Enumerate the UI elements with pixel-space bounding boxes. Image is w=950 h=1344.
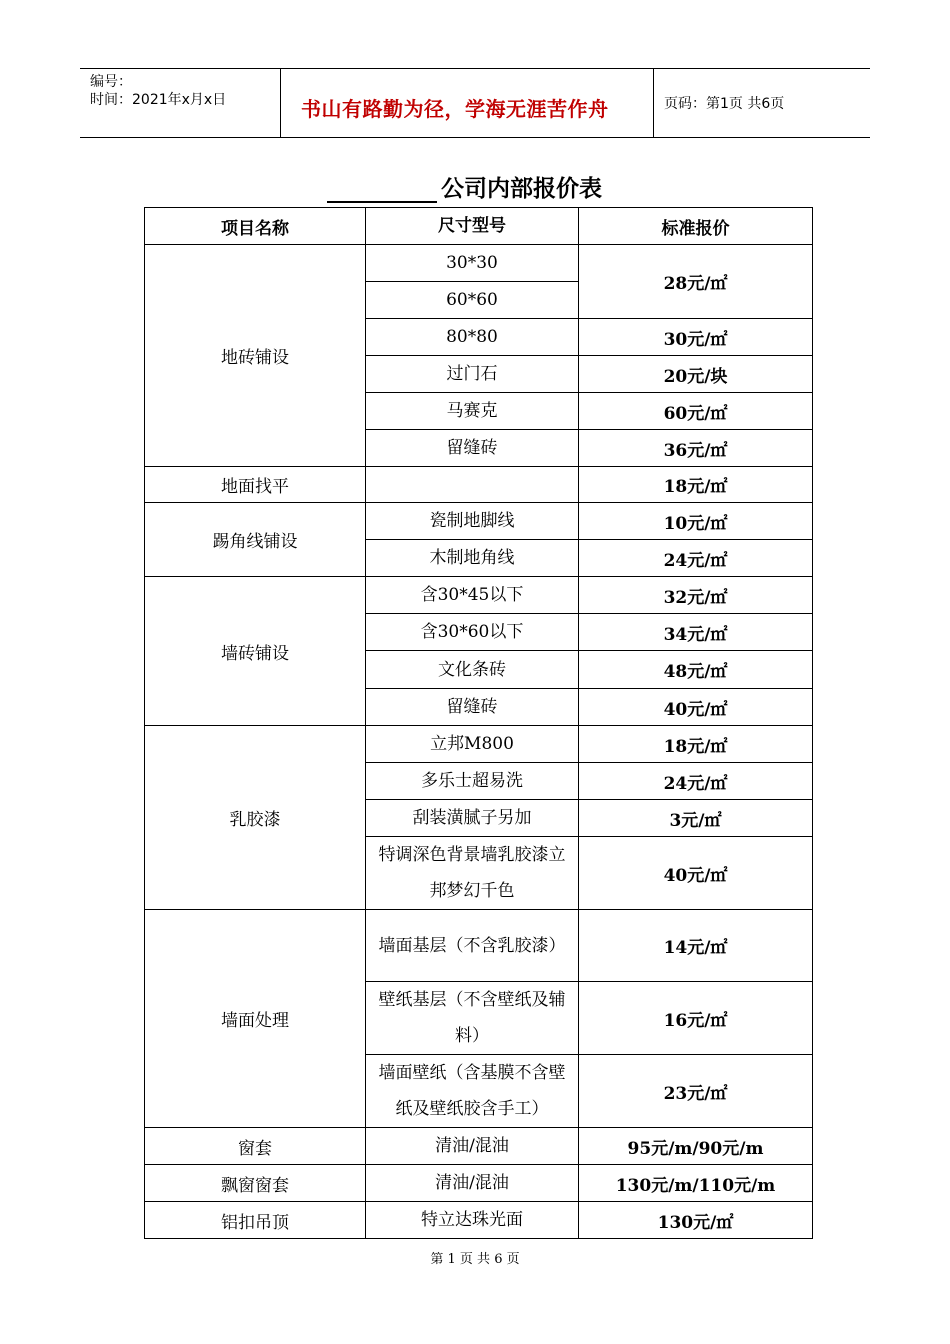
table-row	[145, 726, 813, 763]
price-cell: 18元/㎡	[579, 467, 813, 503]
spec-cell: 墙面壁纸（含基膜不含壁纸及壁纸胶含手工）	[366, 1055, 579, 1128]
table-row	[145, 910, 813, 982]
item-name: 地面找平	[145, 467, 366, 503]
price-cell: 24元/㎡	[579, 540, 813, 577]
price-cell: 14元/㎡	[579, 910, 813, 982]
motto-text: 书山有路勤为径，学海无涯苦作舟	[301, 97, 609, 121]
table-header-row	[145, 208, 813, 245]
column-header-spec: 尺寸型号	[366, 208, 579, 245]
price-cell: 40元/㎡	[579, 837, 813, 910]
column-header-price: 标准报价	[579, 208, 813, 245]
spec-cell	[366, 467, 579, 503]
price-cell: 130元/m/110元/m	[579, 1165, 813, 1202]
spec-cell: 含30*45以下	[366, 577, 579, 614]
spec-cell: 留缝砖	[366, 430, 579, 467]
page-footer: 第 1 页 共 6 页	[430, 1252, 520, 1267]
price-cell: 28元/㎡	[579, 245, 813, 319]
spec-cell: 清油/混油	[366, 1128, 579, 1165]
item-name: 铝扣吊顶	[145, 1202, 366, 1239]
price-cell: 3元/㎡	[579, 800, 813, 837]
price-cell: 130元/㎡	[579, 1202, 813, 1239]
spec-cell: 特调深色背景墙乳胶漆立邦梦幻千色	[366, 837, 579, 910]
table-row	[145, 1202, 813, 1239]
quote-table	[144, 207, 813, 1239]
price-cell: 23元/㎡	[579, 1055, 813, 1128]
price-cell: 24元/㎡	[579, 763, 813, 800]
price-cell: 18元/㎡	[579, 726, 813, 763]
document-title	[327, 170, 602, 203]
item-name: 窗套	[145, 1128, 366, 1165]
price-cell: 95元/m/90元/m	[579, 1128, 813, 1165]
spec-cell: 壁纸基层（不含壁纸及辅料）	[366, 982, 579, 1055]
spec-cell: 墙面基层（不含乳胶漆）	[366, 910, 579, 982]
header-motto-cell	[281, 69, 654, 137]
item-name: 墙砖铺设	[145, 577, 366, 726]
spec-cell: 60*60	[366, 282, 579, 319]
price-cell: 36元/㎡	[579, 430, 813, 467]
page-label: 页码：第1页 共6页	[664, 96, 785, 112]
spec-cell: 30*30	[366, 245, 579, 282]
spec-cell: 含30*60以下	[366, 614, 579, 651]
price-cell: 34元/㎡	[579, 614, 813, 651]
header-meta-cell	[80, 69, 281, 137]
title-text: 公司内部报价表	[441, 175, 602, 202]
table-row	[145, 1165, 813, 1202]
spec-cell: 特立达珠光面	[366, 1202, 579, 1239]
item-name: 飘窗窗套	[145, 1165, 366, 1202]
spec-cell: 瓷制地脚线	[366, 503, 579, 540]
spec-cell: 马赛克	[366, 393, 579, 430]
price-cell: 20元/块	[579, 356, 813, 393]
spec-cell: 文化条砖	[366, 651, 579, 689]
spec-cell: 刮装潢腻子另加	[366, 800, 579, 837]
item-name: 乳胶漆	[145, 726, 366, 910]
spec-cell: 留缝砖	[366, 689, 579, 726]
price-cell: 30元/㎡	[579, 319, 813, 356]
header-page-cell	[654, 69, 870, 137]
item-name: 墙面处理	[145, 910, 366, 1128]
spec-cell: 多乐士超易洗	[366, 763, 579, 800]
price-cell: 60元/㎡	[579, 393, 813, 430]
spec-cell: 木制地角线	[366, 540, 579, 577]
price-cell: 40元/㎡	[579, 689, 813, 726]
company-name-blank	[327, 179, 437, 203]
price-cell: 48元/㎡	[579, 651, 813, 689]
time-label: 时间：2021年x月x日	[90, 92, 227, 108]
price-cell: 16元/㎡	[579, 982, 813, 1055]
number-label: 编号：	[90, 74, 132, 90]
table-row	[145, 577, 813, 614]
table-row	[145, 245, 813, 282]
spec-cell: 80*80	[366, 319, 579, 356]
item-name: 踢角线铺设	[145, 503, 366, 577]
spec-cell: 过门石	[366, 356, 579, 393]
spec-cell: 立邦M800	[366, 726, 579, 763]
table-row	[145, 467, 813, 503]
column-header-item: 项目名称	[145, 208, 366, 245]
price-cell: 32元/㎡	[579, 577, 813, 614]
page-header	[80, 68, 870, 138]
table-row	[145, 503, 813, 540]
item-name: 地砖铺设	[145, 245, 366, 467]
spec-cell: 清油/混油	[366, 1165, 579, 1202]
price-cell: 10元/㎡	[579, 503, 813, 540]
table-row	[145, 1128, 813, 1165]
